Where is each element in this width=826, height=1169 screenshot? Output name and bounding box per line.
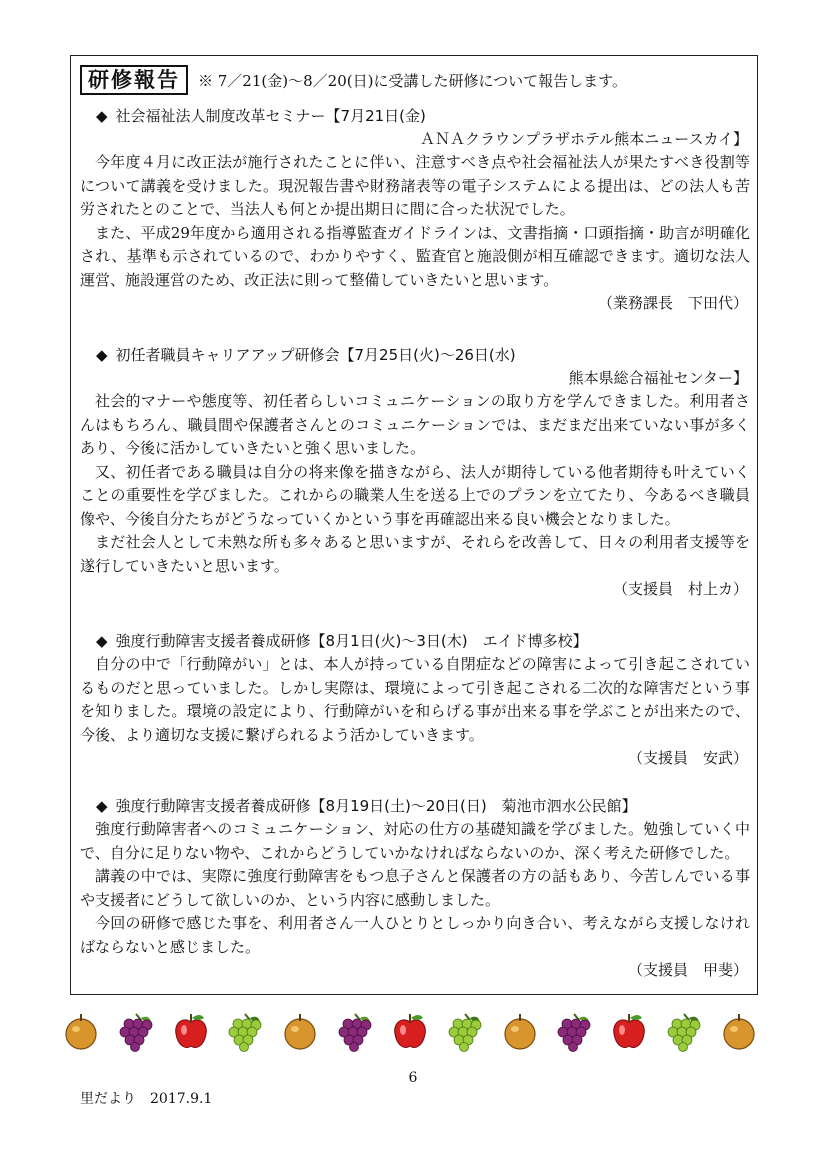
green-grapes-icon — [663, 1010, 705, 1052]
fruit-decoration-row — [60, 1008, 760, 1053]
page-number: 6 — [408, 1070, 418, 1086]
diamond-icon: ◆ — [96, 797, 108, 815]
section-venue: 熊本県総合福祉センター】 — [568, 369, 748, 387]
report-header — [80, 65, 627, 95]
section-title: ◆ 強度行動障害支援者養成研修【8月19日(土)～20日(日) 菊池市泗水公民館】 — [96, 797, 637, 815]
section-paragraph: 社会的マナーや態度等、初任者らしいコミュニケーションの取り方を学んできました。利用者さんはもちろん、職員間や保護者さんとのコミュニケーションでは、まだまだ出来ていない事が多くあり、今後に活かしていきたいと強く思いました。 — [80, 392, 750, 457]
pear-icon — [718, 1010, 760, 1052]
diamond-icon: ◆ — [96, 346, 108, 364]
pear-icon — [279, 1010, 321, 1052]
report-note: ※ 7／21(金)～8／20(日)に受講した研修について報告します。 — [198, 71, 627, 90]
apple-icon — [608, 1010, 650, 1052]
grapes-icon — [115, 1010, 157, 1052]
section-seminar-4 — [80, 795, 750, 983]
section-seminar-3 — [80, 630, 750, 771]
section-signature: （業務課長 下田代） — [597, 294, 748, 312]
section-paragraph: 自分の中で「行動障がい」とは、本人が持っている自閉症などの障害によって引き起こされているものだと思っていました。しかし実際は、環境によって引き起こされる二次的な障害だという事を知りました。環境の設定により、行動障がいを和らげる事が出来る事を学ぶことが出来たので、今後、より適切な支援に繋げられるよう活かしていきます。 — [80, 655, 750, 744]
apple-icon — [389, 1010, 431, 1052]
section-paragraph: まだ社会人として未熟な所も多々あると思いますが、それらを改善して、日々の利用者支援等を遂行していきたいと思います。 — [80, 533, 750, 575]
grapes-icon — [553, 1010, 595, 1052]
section-venue: ＡＮＡクラウンプラザホテル熊本ニュースカイ】 — [419, 130, 748, 148]
section-signature: （支援員 安武） — [627, 749, 748, 767]
apple-icon — [170, 1010, 212, 1052]
publication-footer: 里だより 2017.9.1 — [80, 1091, 213, 1107]
section-signature: （支援員 村上カ） — [612, 580, 748, 598]
section-paragraph: 今回の研修で感じた事を、利用者さん一人ひとりとしっかり向き合い、考えながら支援しなければならないと感じました。 — [80, 914, 750, 956]
section-paragraph: 又、初任者である職員は自分の将来像を描きながら、法人が期待している他者期待も叶えていくことの重要性を学びました。これからの職業人生を送る上でのプランを立てたり、今あるべき職員像や、今後自分たちがどうなっていくかという事を再確認出来る良い機会となりました。 — [80, 462, 750, 528]
section-seminar-2 — [80, 344, 750, 602]
section-paragraph: 今年度４月に改正法が施行されたことに伴い、注意すべき点や社会福祉法人が果たすべき役割等について講義を受けました。現況報告書や財務諸表等の電子システムによる提出は、どの法人も苦労されたとのことで、当法人も何とか提出期日に間に合った状況でした。 — [80, 153, 750, 218]
diamond-icon: ◆ — [96, 632, 108, 650]
grapes-icon — [334, 1010, 376, 1052]
section-title: ◆ 強度行動障害支援者養成研修【8月1日(火)～3日(木) エイド博多校】 — [96, 632, 588, 650]
section-paragraph: 講義の中では、実際に強度行動障害をもつ息子さんと保護者の方の話もあり、今苦しんでいる事や支援者にどうして欲しいのか、という内容に感動しました。 — [80, 867, 750, 909]
section-signature: （支援員 甲斐） — [627, 961, 748, 979]
section-seminar-1 — [80, 105, 750, 316]
green-grapes-icon — [444, 1010, 486, 1052]
section-title: ◆ 社会福祉法人制度改革セミナー【7月21日(金) — [96, 107, 426, 125]
section-paragraph: また、平成29年度から適用される指導監査ガイドラインは、文書指摘・口頭指摘・助言が明確化され、基準も示されているので、わかりやすく、監査官と施設側が相互確認できます。適切な法人運営、施設運営のため、改正法に則って整備していきたいと思います。 — [80, 223, 750, 289]
section-paragraph: 強度行動障害者へのコミュニケーション、対応の仕方の基礎知識を学びました。勉強していく中で、自分に足りない物や、これからどうしていかなければならないのか、深く考えた研修でした。 — [80, 820, 750, 862]
section-title: ◆ 初任者職員キャリアアップ研修会【7月25日(火)～26日(水) — [96, 346, 516, 364]
pear-icon — [499, 1010, 541, 1052]
diamond-icon: ◆ — [96, 107, 108, 125]
pear-icon — [60, 1010, 102, 1052]
report-title: 研修報告 — [80, 65, 188, 95]
green-grapes-icon — [224, 1010, 266, 1052]
